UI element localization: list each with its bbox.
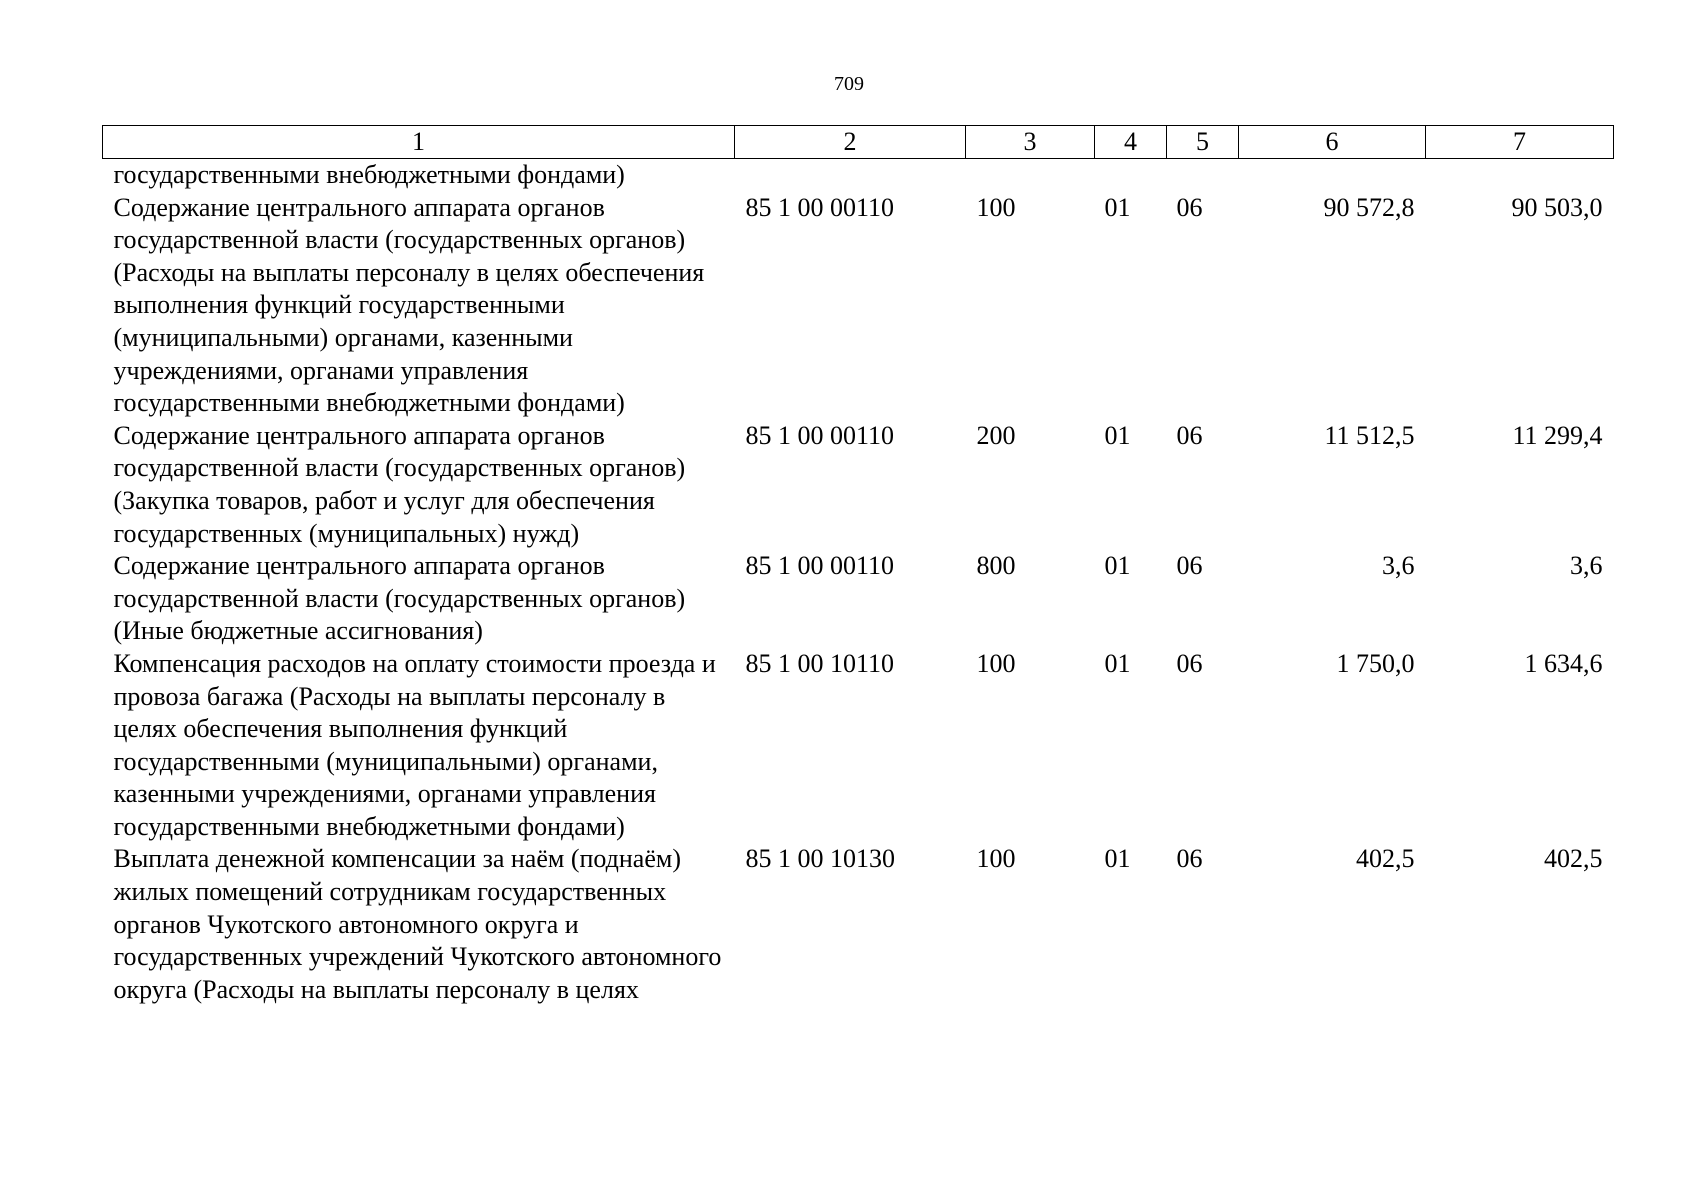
row-subsection: 06 [1176, 648, 1203, 678]
row-section: 01 [1104, 420, 1131, 450]
row-expense-type: 100 [976, 192, 1016, 222]
row-expense-type: 200 [976, 420, 1016, 450]
row-amount-actual: 90 503,0 [1511, 192, 1603, 222]
row-section [1095, 159, 1167, 192]
row-code: 85 1 00 00110 [745, 192, 895, 222]
row-description: Содержание центрального аппарата органов государственной власти (государственных органов) (Закупка товаров, работ и услуг для обеспечения государственных (муниципальных) нужд) [113, 420, 686, 548]
row-description: Компенсация расходов на оплату стоимости проезда и провоза багажа (Расходы на выплаты персоналу в целях обеспечения выполнения функций государственными (муниципальными) органами, казенными учреждениями, органами управления государственными внебюджетными фондами) [113, 648, 716, 841]
row-amount-plan: 11 512,5 [1324, 420, 1415, 450]
page-number: 709 [834, 73, 864, 95]
row-description: Выплата денежной компенсации за наём (поднаём) жилых помещений сотрудникам государственных органов Чукотского автономного округа и государственных учреждений Чукотского автономного округа (Расходы на выплаты персоналу в целях [113, 844, 722, 1004]
header-col-1: 1 [103, 126, 735, 159]
row-amount-plan: 402,5 [1356, 844, 1415, 874]
row-code [735, 159, 966, 192]
row-amount-plan: 1 750,0 [1336, 648, 1415, 678]
row-expense-type: 100 [976, 648, 1016, 678]
row-amount-actual: 402,5 [1544, 844, 1603, 874]
budget-table [102, 125, 1614, 1006]
table-row [103, 648, 1614, 844]
row-amount-actual: 3,6 [1570, 551, 1603, 581]
table-row [103, 550, 1614, 648]
row-code: 85 1 00 10130 [745, 844, 895, 874]
table-body [103, 159, 1614, 1007]
table-row [103, 192, 1614, 420]
row-section: 01 [1104, 648, 1131, 678]
row-expense-type: 100 [976, 844, 1016, 874]
row-subsection: 06 [1176, 551, 1203, 581]
row-code: 85 1 00 10110 [745, 648, 895, 678]
header-col-4: 4 [1095, 126, 1167, 159]
row-subsection: 06 [1176, 844, 1203, 874]
row-subsection [1167, 159, 1239, 192]
header-col-3: 3 [966, 126, 1095, 159]
row-description: Содержание центрального аппарата органов государственной власти (государственных органов) (Расходы на выплаты персоналу в целях обеспечения выполнения функций государственными (муниципальными) органами, казенными учреждениями, органами управления государственными внебюджетными фондами) [113, 192, 705, 418]
header-col-2: 2 [735, 126, 966, 159]
header-col-6: 6 [1239, 126, 1426, 159]
row-amount-actual: 1 634,6 [1524, 648, 1603, 678]
row-amount-plan: 3,6 [1382, 551, 1415, 581]
table-row [103, 420, 1614, 550]
header-row [103, 126, 1614, 159]
table-row [103, 159, 1614, 192]
table-header [103, 126, 1614, 159]
row-description: Содержание центрального аппарата органов государственной власти (государственных органов) (Иные бюджетные ассигнования) [113, 551, 686, 646]
row-expense-type: 800 [976, 551, 1016, 581]
row-section: 01 [1104, 192, 1131, 222]
row-code: 85 1 00 00110 [745, 551, 895, 581]
header-col-7: 7 [1426, 126, 1614, 159]
row-section: 01 [1104, 551, 1131, 581]
row-amount-actual: 11 299,4 [1512, 420, 1603, 450]
row-amount-plan: 90 572,8 [1323, 192, 1415, 222]
row-amount-plan [1239, 159, 1426, 192]
row-expense-type [966, 159, 1095, 192]
table-row [103, 843, 1614, 1006]
row-code: 85 1 00 00110 [745, 420, 895, 450]
row-subsection: 06 [1176, 420, 1203, 450]
row-amount-actual [1426, 159, 1614, 192]
header-col-5: 5 [1167, 126, 1239, 159]
row-subsection: 06 [1176, 192, 1203, 222]
row-section: 01 [1104, 844, 1131, 874]
row-description: государственными внебюджетными фондами) [113, 160, 625, 189]
